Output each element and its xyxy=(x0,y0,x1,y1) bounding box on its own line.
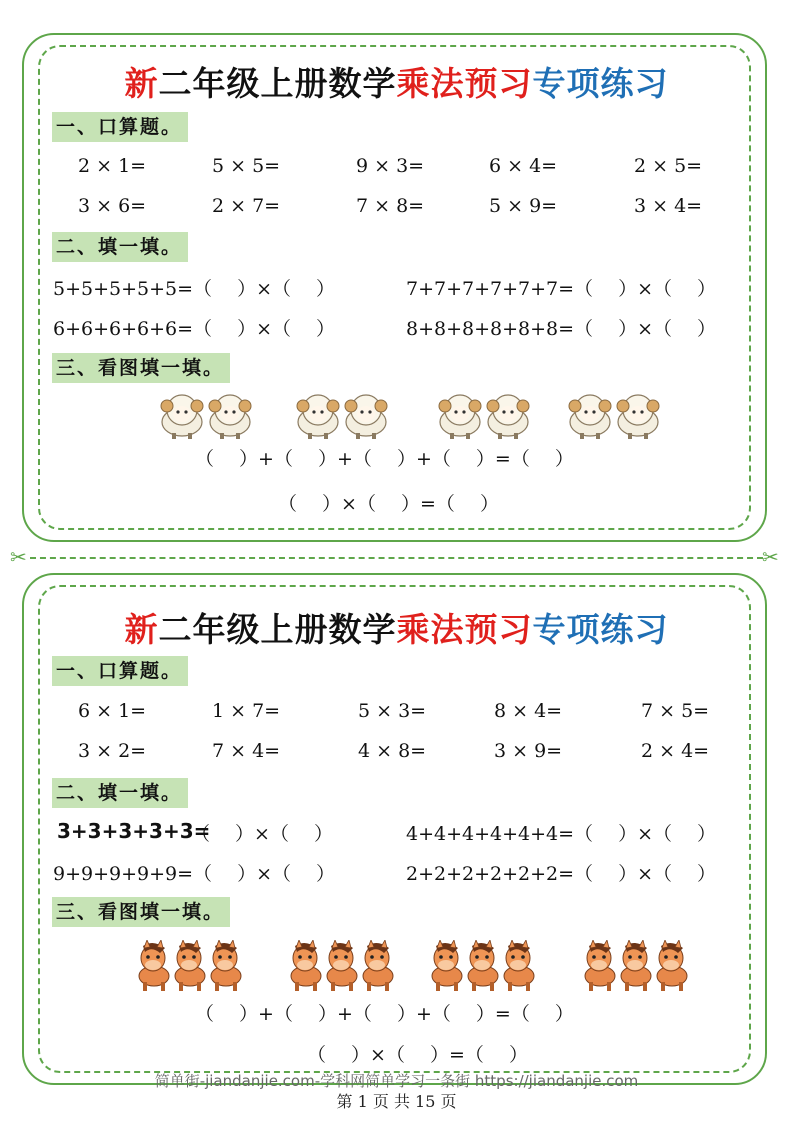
oral-problem: 5 × 3= xyxy=(358,700,427,722)
fill-problem: 8+8+8+8+8+8=（ ）×（ ） xyxy=(406,318,717,340)
section-oral: 一、口算题。 xyxy=(52,656,188,686)
section-fill: 二、填一填。 xyxy=(52,232,188,262)
section-picture: 三、看图填一填。 xyxy=(52,353,230,383)
horse-icon xyxy=(427,940,541,992)
picture-addition: （ ）+（ ）+（ ）+（ ）=（ ） xyxy=(195,1003,574,1025)
oral-problem: 6 × 1= xyxy=(78,700,147,722)
oral-problem: 3 × 2= xyxy=(78,740,147,762)
scissors-icon: ✂ xyxy=(762,545,779,569)
fill-problem-blanks: （ ）×（ ） xyxy=(191,823,333,845)
horse-icon xyxy=(134,940,248,992)
oral-problem: 2 × 1= xyxy=(78,155,147,177)
oral-problem: 2 × 5= xyxy=(634,155,703,177)
sheep-icon xyxy=(294,390,392,440)
horse-icon xyxy=(580,940,694,992)
sheep-icon xyxy=(158,390,256,440)
cut-line xyxy=(30,557,763,559)
horse-icon xyxy=(286,940,400,992)
page-number: 第 1 页 共 15 页 xyxy=(336,1092,457,1111)
oral-problem: 7 × 4= xyxy=(212,740,281,762)
picture-addition: （ ）+（ ）+（ ）+（ ）=（ ） xyxy=(195,448,574,470)
scissors-icon: ✂ xyxy=(10,545,27,569)
oral-problem: 2 × 4= xyxy=(641,740,710,762)
fill-problem: 4+4+4+4+4+4=（ ）×（ ） xyxy=(406,823,717,845)
fill-problem: 7+7+7+7+7+7=（ ）×（ ） xyxy=(406,278,717,300)
section-picture: 三、看图填一填。 xyxy=(52,897,230,927)
fill-problem: 9+9+9+9+9=（ ）×（ ） xyxy=(53,863,336,885)
fill-problem: 5+5+5+5+5=（ ）×（ ） xyxy=(53,278,336,300)
picture-multiplication: （ ）×（ ）=（ ） xyxy=(307,1044,528,1066)
oral-problem: 5 × 5= xyxy=(212,155,281,177)
oral-problem: 3 × 4= xyxy=(634,195,703,217)
oral-problem: 7 × 5= xyxy=(641,700,710,722)
section-fill: 二、填一填。 xyxy=(52,778,188,808)
oral-problem: 5 × 9= xyxy=(489,195,558,217)
oral-problem: 4 × 8= xyxy=(358,740,427,762)
worksheet-title: 新二年级上册数学乘法预习专项练习 xyxy=(124,610,669,649)
sheep-icon xyxy=(566,390,664,440)
section-oral: 一、口算题。 xyxy=(52,112,188,142)
oral-problem: 6 × 4= xyxy=(489,155,558,177)
sheep-icon xyxy=(436,390,534,440)
oral-problem: 8 × 4= xyxy=(494,700,563,722)
oral-problem: 7 × 8= xyxy=(356,195,425,217)
fill-problem: 2+2+2+2+2+2=（ ）×（ ） xyxy=(406,863,717,885)
fill-problem-addends: 3+3+3+3+3= xyxy=(57,819,211,843)
oral-problem: 2 × 7= xyxy=(212,195,281,217)
oral-problem: 9 × 3= xyxy=(356,155,425,177)
oral-problem: 1 × 7= xyxy=(212,700,281,722)
oral-problem: 3 × 9= xyxy=(494,740,563,762)
footer-source: 简单街-jiandanjie.com-学科网简单学习一条街 https://jiandanjie.com xyxy=(154,1072,639,1090)
fill-problem: 6+6+6+6+6=（ ）×（ ） xyxy=(53,318,336,340)
worksheet-title: 新二年级上册数学乘法预习专项练习 xyxy=(124,64,669,103)
oral-problem: 3 × 6= xyxy=(78,195,147,217)
picture-multiplication: （ ）×（ ）=（ ） xyxy=(278,493,499,515)
